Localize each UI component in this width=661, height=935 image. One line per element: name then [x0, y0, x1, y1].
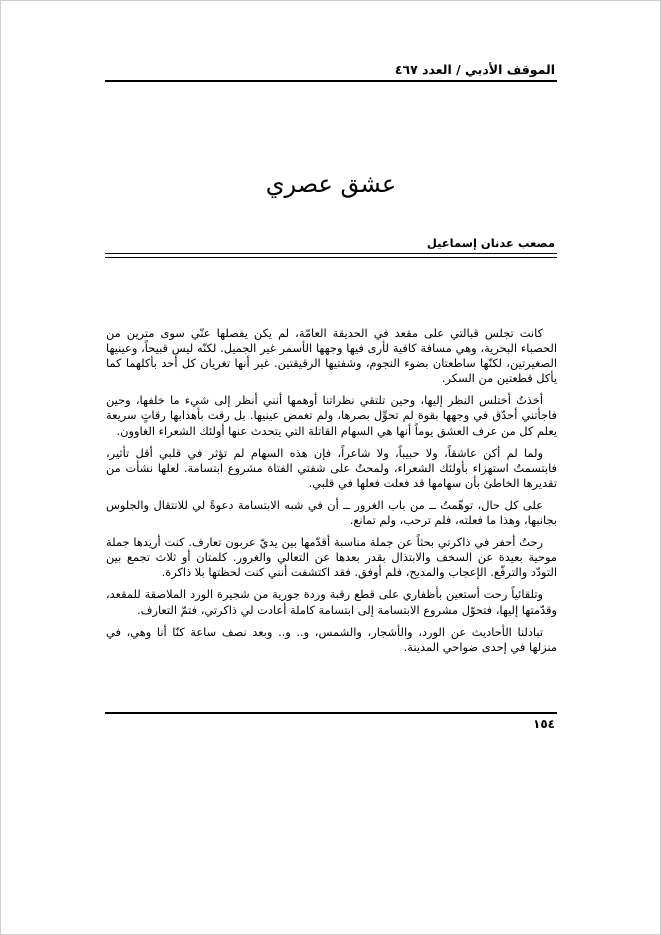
paragraph: رحتُ أحفر في ذاكرتي بحثاً عن جملة مناسبة أقدّمها بين يديّ عربون تعارف. كنت أريدها جملة موحية بعيدة عن السخف والابتذال بقدر بعدها عن التعالي والغرور. كلمتان أو ثلاث تجمع بين التودّد والترفّع. الإعجاب والمديح، فلم أوفق. فقد اكتشفت أنني كنت لحظتها بلا ذاكرة. — [106, 535, 557, 580]
author-rule-upper — [105, 253, 557, 254]
article-title: عشق عصري — [265, 170, 397, 198]
article-body — [106, 326, 557, 662]
paragraph: على كل حال، توهّمتُ ــ من باب الغرور ــ أن في شبه الابتسامة دعوةً لي للانتقال والجلوس بجانبها، وهذا ما فعلته، فلم ترحب، ولم تمانع. — [106, 497, 557, 528]
paragraph: وتلقائياً رحت أستعين بأظفاري على قطع رقبة وردة جورية من شجيرة الورد الملاصقة للمقعد، وقدّمتها إليها، فتحوّل مشروع الابتسامة إلى ابتسامة كاملة أعادت لي ذاكرتي، فتمّ التعارف. — [106, 587, 557, 617]
running-head: الموقف الأدبي / العدد ٤٦٧ — [394, 62, 555, 77]
header-rule — [105, 80, 557, 82]
paragraph: كانت تجلس قبالتي على مقعد في الحديقة العامّة، لم يكن يفصلها عنّي سوى مترين من الحصباء البحرية، وهي مسافة كافية لأرى فيها وجهها الأسمر غير الجميل. لكنّه ليس قبيحاً، وعينيها الصغيرتين، لكنّها ساطعتان بضوء النجوم، وشفتيها الرقيقتين. غير أنها تغريان كل أحد بأكلهما كما يأكل قطعتين من السكر. — [106, 326, 557, 386]
paragraph: ولما لم أكن عاشقاً، ولا حبيباً، ولا شاعراً، فإن هذه السهام لم تؤثر في قلبي أقل تأثير، فابتسمتُ استهزاء بأولئك الشعراء، ولمحتُ على شفتي الفتاة مشروع ابتسامة. لعلها نشأت من تقديرها الخاطئ بأن سهامها قد فعلت فعلها في قلبي. — [106, 445, 557, 490]
footer-rule — [105, 712, 557, 714]
paragraph: تبادلنا الأحاديث عن الورد، والأشجار، والشمس، و.. و.. وبعد نصف ساعة كنّا أنا وهي، في منزلها في إحدى ضواحي المدينة. — [106, 624, 557, 654]
author-name: مصعب عدنان إسماعيل — [426, 236, 555, 250]
paragraph: أخذتُ أختلس النظر إليها، وحين تلتقي نظراتنا أوهمها أنني أنظر إلى شيء ما خلفها، وحين فاجأتني أحدّق في وجهها بقوة لم تحوِّل بصرها، ولم تغمض عينيها. بل رقت بأهدابها رقاتٍ سريعة يعلم كل من عرف العشق يوماً أنها هي السهام القاتلة التي يتحدث عنها أولئك الشعراء الغاوون. — [106, 393, 557, 438]
author-rule-lower — [105, 257, 557, 258]
page-number: ١٥٤ — [533, 717, 555, 731]
